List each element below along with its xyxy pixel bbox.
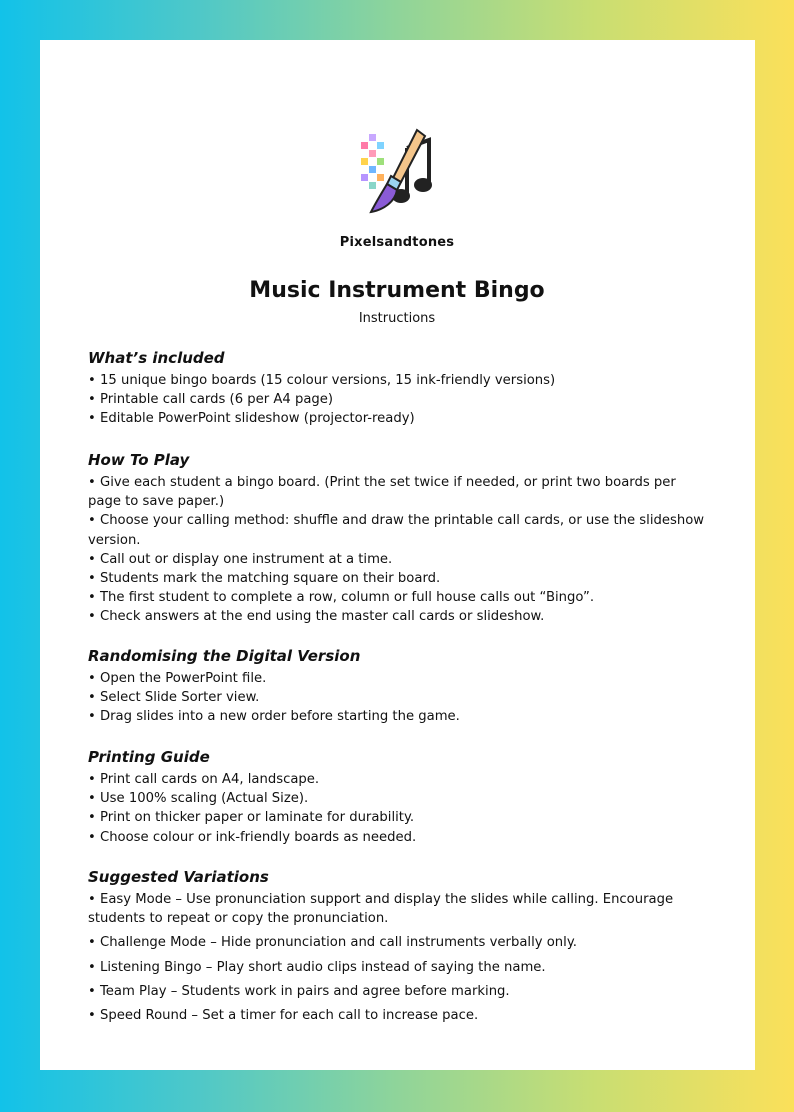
list-item: • Open the PowerPoint file. <box>88 671 267 686</box>
list-item: • Give each student a bingo board. (Print the set twice if needed, or print two boards per page to save paper.) <box>88 475 676 510</box>
section-heading: What’s included <box>88 349 225 367</box>
list-item: • Print on thicker paper or laminate for durability. <box>88 810 415 826</box>
list-item: • Select Slide Sorter view. <box>88 690 260 706</box>
list-item: • Drag slides into a new order before starting the game. <box>88 709 460 725</box>
section-heading: Randomising the Digital Version <box>88 647 361 665</box>
paintbrush-music-note-logo <box>355 90 435 220</box>
list-item: • Challenge Mode – Hide pronunciation and call instruments verbally only. <box>88 935 577 951</box>
section-whats-included <box>88 349 708 429</box>
list-item: • Team Play – Students work in pairs and agree before marking. <box>88 983 510 999</box>
list-item: • Choose colour or ink-friendly boards as needed. <box>88 829 417 845</box>
list-item: • Print call cards on A4, landscape. <box>88 772 320 787</box>
section-heading: Printing Guide <box>88 748 210 766</box>
section-heading: How To Play <box>88 451 190 469</box>
section-how-to-play <box>88 451 708 627</box>
list-item: • Easy Mode – Use pronunciation support and display the slides while calling. Encourage students to repeat or copy the pronunciation. <box>88 892 674 927</box>
section-heading: Suggested Variations <box>88 868 269 886</box>
page-subtitle: Instructions <box>358 311 436 326</box>
page-title: Music Instrument Bingo <box>249 278 545 303</box>
list-item: • Listening Bingo – Play short audio clips instead of saying the name. <box>88 959 546 975</box>
brand-name: Pixelsandtones <box>339 235 455 250</box>
list-item: • Editable PowerPoint slideshow (projector-ready) <box>88 411 415 427</box>
list-item: • The first student to complete a row, column or full house calls out “Bingo”. <box>88 590 595 606</box>
section-suggested-variations <box>88 868 708 1025</box>
list-item: • Speed Round – Set a timer for each call to increase pace. <box>88 1008 479 1024</box>
list-item: • Use 100% scaling (Actual Size). <box>88 791 309 807</box>
list-item: • Students mark the matching square on their board. <box>88 571 441 587</box>
list-item: • Check answers at the end using the master call cards or slideshow. <box>88 609 545 625</box>
list-item: • Call out or display one instrument at a time. <box>88 551 393 567</box>
section-randomising <box>88 647 708 727</box>
list-item: • Printable call cards (6 per A4 page) <box>88 392 334 408</box>
section-printing-guide <box>88 748 708 847</box>
list-item: • Choose your calling method: shuffle and draw the printable call cards, or use the slideshow version. <box>88 513 705 548</box>
list-item: • 15 unique bingo boards (15 colour versions, 15 ink-friendly versions) <box>88 373 556 388</box>
